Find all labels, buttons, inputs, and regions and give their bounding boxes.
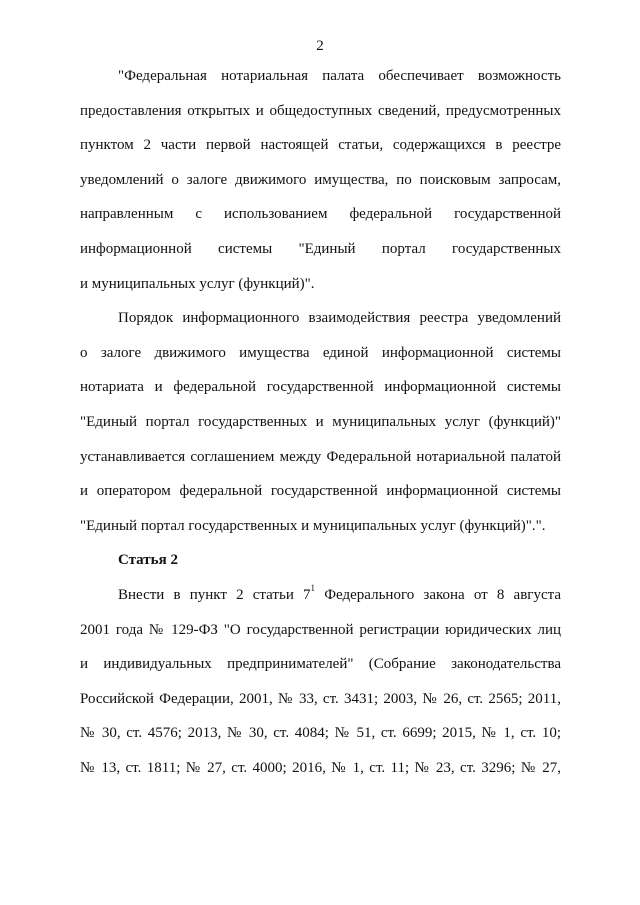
paragraph-interaction-procedure (80, 301, 561, 543)
text-line: уведомлений о залоге движимого имущества, по поисковым запросам, (80, 171, 561, 188)
text-line: информационной системы "Единый портал государственных (80, 240, 561, 257)
text-line: направленным с использованием федеральной государственной (80, 206, 561, 223)
text-line: и оператором федеральной государственной информационной системы (80, 483, 561, 500)
superscript: 1 (310, 582, 316, 593)
text-line: и индивидуальных предпринимателей" (Собрание законодательства (80, 656, 561, 673)
paragraph-registry-access (80, 59, 561, 301)
text-line: Порядок информационного взаимодействия реестра уведомлений (118, 310, 561, 327)
text-line: нотариата и федеральной государственной информационной системы (80, 379, 561, 396)
text-line: устанавливается соглашением между Федеральной нотариальной палатой (80, 448, 561, 465)
text-line: о залоге движимого имущества единой информационной системы (80, 344, 561, 361)
text-line: № 13, ст. 1811; № 27, ст. 4000; 2016, № 1, ст. 11; № 23, ст. 3296; № 27, (80, 759, 561, 776)
text-line: "Единый портал государственных и муниципальных услуг (функций)".". (80, 517, 546, 534)
page-number: 2 (316, 38, 324, 54)
text-line: Российской Федерации, 2001, № 33, ст. 3431; 2003, № 26, ст. 2565; 2011, (80, 690, 561, 707)
text-line (80, 578, 561, 613)
text-line: предоставления открытых и общедоступных сведений, предусмотренных (80, 102, 561, 119)
paragraph-amendment (80, 578, 561, 786)
text-fragment: Федерального закона от 8 августа (315, 586, 561, 603)
text-line: и муниципальных услуг (функций)". (80, 275, 315, 292)
text-fragment: Внести в пункт 2 статьи 7 (118, 586, 311, 603)
article-heading: Статья 2 (118, 552, 178, 569)
text-line: 2001 года № 129-ФЗ "О государственной регистрации юридических лиц (80, 621, 561, 638)
text-line: № 30, ст. 4576; 2013, № 30, ст. 4084; № 51, ст. 6699; 2015, № 1, ст. 10; (80, 725, 561, 742)
document-body (80, 59, 561, 785)
text-line: "Единый портал государственных и муниципальных услуг (функций)" (80, 413, 561, 430)
text-line: "Федеральная нотариальная палата обеспечивает возможность (118, 68, 561, 84)
text-line: пунктом 2 части первой настоящей статьи, содержащихся в реестре (80, 137, 561, 154)
